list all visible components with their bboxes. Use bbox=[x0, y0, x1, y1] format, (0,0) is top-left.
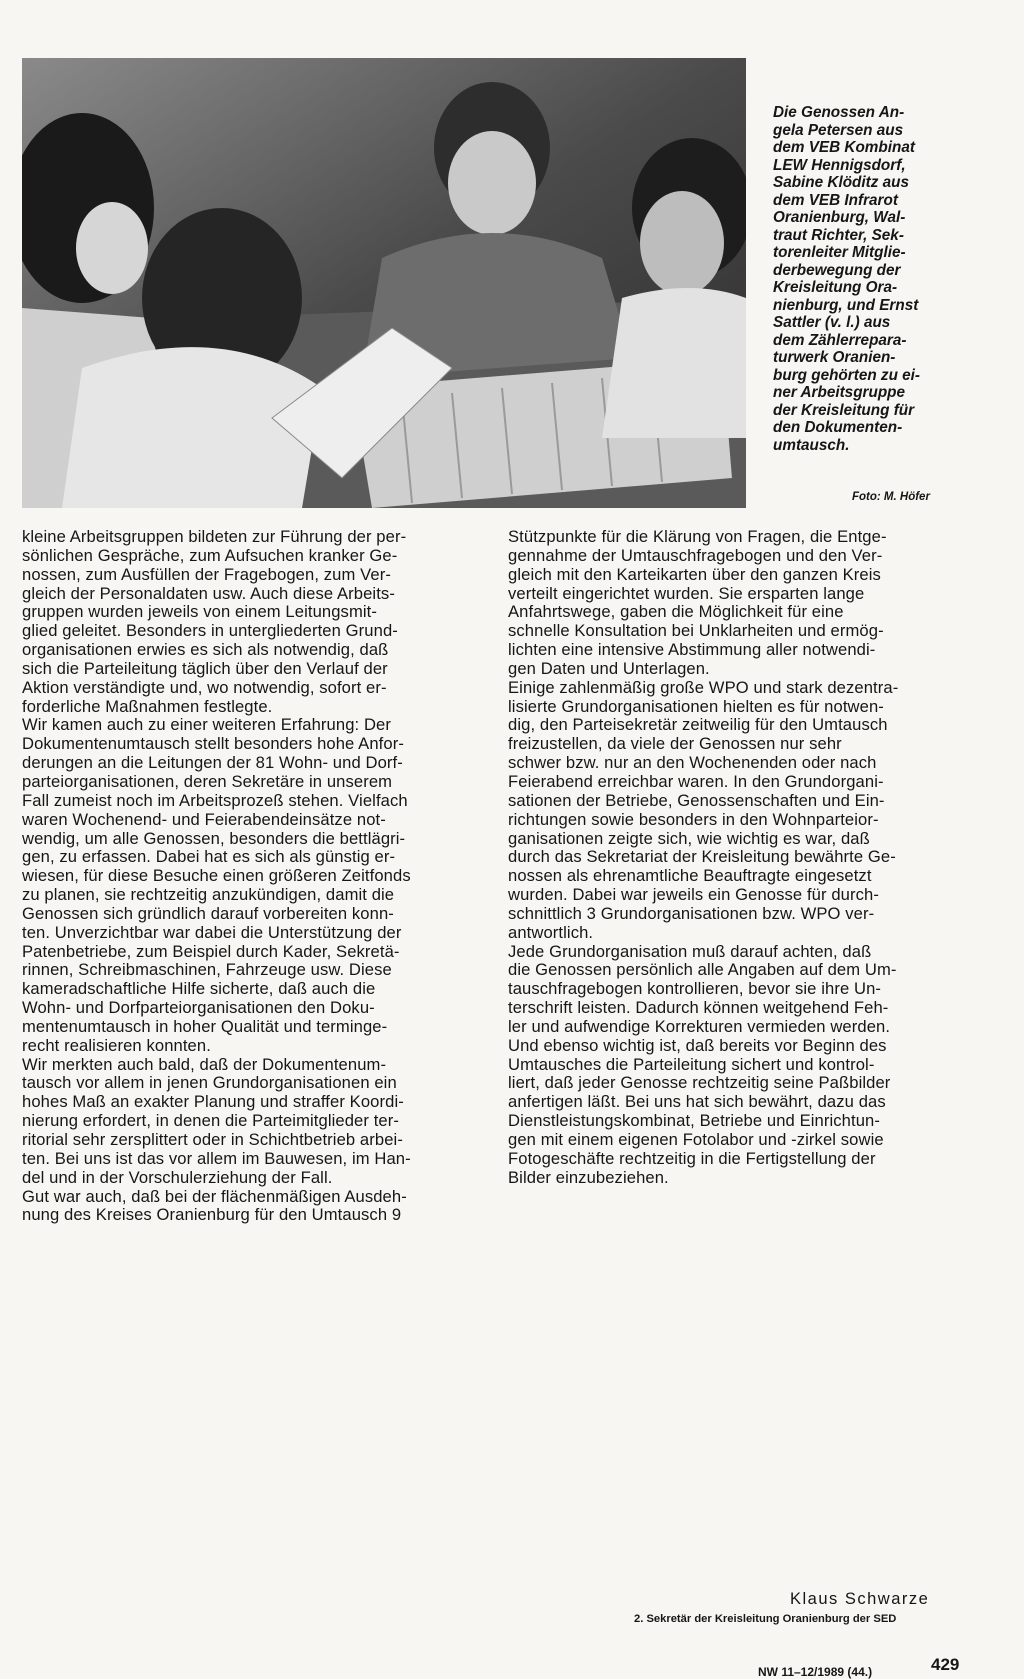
caption-line: Die Genossen An- bbox=[773, 104, 905, 121]
text-line: nossen, zum Ausfüllen der Fragebogen, zum Ver- bbox=[22, 564, 391, 584]
text-line: Fotogeschäfte rechtzeitig in die Fertigstellung der bbox=[508, 1148, 876, 1168]
text-line: Wir kamen auch zu einer weiteren Erfahrung: Der bbox=[22, 715, 392, 735]
text-line: gen Daten und Unterlagen. bbox=[508, 658, 710, 678]
text-line: gruppen wurden jeweils von einem Leitungsmit- bbox=[22, 602, 378, 622]
text-line: gennahme der Umtauschfragebogen und den Ver- bbox=[508, 545, 883, 565]
text-line: freizustellen, da viele der Genossen nur sehr bbox=[508, 734, 842, 754]
text-line: Fall zumeist noch im Arbeitsprozeß stehen. Vielfach bbox=[22, 790, 408, 810]
text-line: lisierte Grundorganisationen hielten es für notwen- bbox=[508, 696, 884, 716]
right-column bbox=[508, 528, 956, 1188]
text-line: ritorial sehr zersplittert oder in Schichtbetrieb arbei- bbox=[22, 1130, 403, 1149]
text-line: Bilder einzubeziehen. bbox=[508, 1167, 669, 1187]
text-line: antwortlich. bbox=[508, 922, 594, 942]
text-line: schnittlich 3 Grundorganisationen bzw. WPO ver- bbox=[508, 903, 875, 923]
text-line: liert, daß jeder Genosse rechtzeitig seine Paßbilder bbox=[508, 1073, 891, 1093]
text-line: Dokumentenumtausch stellt besonders hohe Anfor- bbox=[22, 734, 404, 754]
text-line: schnelle Konsultation bei Unklarheiten und ermög- bbox=[508, 621, 884, 641]
text-line: sationen der Betriebe, Genossenschaften und Ein- bbox=[508, 790, 885, 810]
text-line: Jede Grundorganisation muß darauf achten, daß bbox=[508, 941, 872, 961]
photo-credit: Foto: M. Höfer bbox=[852, 491, 930, 503]
text-line: die Genossen persönlich alle Angaben auf dem Um- bbox=[508, 960, 897, 980]
text-line: verteilt eingerichtet wurden. Sie ersparten lange bbox=[508, 583, 865, 603]
caption-line: gela Petersen aus bbox=[773, 121, 904, 139]
caption-line: dem VEB Kombinat bbox=[773, 139, 915, 156]
text-line: rinnen, Schreibmaschinen, Fahrzeuge usw. Diese bbox=[22, 960, 392, 980]
caption-line: Kreisleitung Ora- bbox=[773, 279, 898, 296]
text-line: Patenbetriebe, zum Beispiel durch Kader, Sekretä- bbox=[22, 941, 400, 961]
caption-line: derbewegung der bbox=[773, 261, 901, 279]
text-line: nierung erfordert, in denen die Parteimitglieder ter- bbox=[22, 1111, 400, 1131]
text-line: terschrift leisten. Dadurch können weitgehend Feh- bbox=[508, 998, 889, 1018]
text-line: tauschfragebogen kontrollieren, bevor sie ihre Un- bbox=[508, 979, 882, 999]
text-line: tausch vor allem in jenen Grundorganisationen ein bbox=[22, 1073, 397, 1093]
text-line: ganisationen zeigte sich, wie wichtig es war, daß bbox=[508, 828, 870, 848]
text-line: gen mit einem eigenen Fotolabor und -zirkel sowie bbox=[508, 1130, 884, 1149]
text-line: mentenumtausch in hoher Qualität und terminge- bbox=[22, 1016, 388, 1036]
text-line: gleich mit den Karteikarten über den ganzen Kreis bbox=[508, 564, 881, 584]
text-line: zu planen, sie rechtzeitig anzukündigen, damit die bbox=[22, 885, 395, 905]
text-line: richtungen sowie besonders in den Wohnparteior- bbox=[508, 809, 879, 829]
text-line: schwer bzw. nur an den Wochenenden oder nach bbox=[508, 753, 877, 773]
text-line: forderliche Maßnahmen festlegte. bbox=[22, 696, 273, 716]
text-line: lichten eine intensive Abstimmung aller notwendi- bbox=[508, 640, 876, 660]
caption-line: nienburg, und Ernst bbox=[773, 296, 919, 314]
text-line: wendig, um alle Genossen, besonders die bettlägri- bbox=[22, 828, 406, 848]
text-line: Stützpunkte für die Klärung von Fragen, die Entge- bbox=[508, 527, 887, 546]
caption-line: umtausch. bbox=[773, 436, 850, 454]
text-line: anfertigen läßt. Bei uns hat sich bewährt, dazu das bbox=[508, 1092, 886, 1112]
text-line: sönlichen Gespräche, zum Aufsuchen kranker Ge- bbox=[22, 545, 398, 565]
text-line: Umtausches die Parteileitung sichert und kontrol- bbox=[508, 1054, 875, 1074]
caption-line: torenleiter Mitglie- bbox=[773, 244, 906, 261]
text-line: ten. Bei uns ist das vor allem im Bauwesen, im Han- bbox=[22, 1148, 411, 1168]
text-line: sich die Parteileitung täglich über den Verlauf der bbox=[22, 658, 388, 678]
article-photo bbox=[22, 58, 746, 508]
text-line: Aktion verständigte und, wo notwendig, sofort er- bbox=[22, 677, 387, 697]
text-line: durch das Sekretariat der Kreisleitung bewährte Ge- bbox=[508, 847, 896, 867]
text-line: Anfahrtswege, gaben die Möglichkeit für eine bbox=[508, 602, 844, 622]
caption-line: traut Richter, Sek- bbox=[773, 226, 904, 244]
author-name: Klaus Schwarze bbox=[790, 1590, 930, 1608]
text-line: wiesen, für diese Besuche einen größeren Zeitfonds bbox=[22, 866, 411, 886]
text-line: dig, den Parteisekretär zeitweilig für den Umtausch bbox=[508, 715, 888, 735]
author-role: 2. Sekretär der Kreisleitung Oranienburg der SED bbox=[634, 1613, 897, 1625]
text-line: parteiorganisationen, deren Sekretäre in unserem bbox=[22, 771, 393, 791]
caption-line: der Kreisleitung für bbox=[773, 401, 915, 419]
caption-line: turwerk Oranien- bbox=[773, 349, 896, 366]
text-line: Wir merkten auch bald, daß der Dokumentenum- bbox=[22, 1054, 387, 1074]
caption-line: Sattler (v. l.) aus bbox=[773, 314, 891, 331]
photo-illustration bbox=[22, 58, 746, 508]
text-line: Und ebenso wichtig ist, daß bereits vor Beginn des bbox=[508, 1035, 887, 1055]
text-line: del und in der Vorschulerziehung der Fall. bbox=[22, 1167, 333, 1187]
text-line: organisationen erwies es sich als notwendig, daß bbox=[22, 640, 389, 660]
text-line: gen, zu erfassen. Dabei hat es sich als günstig er- bbox=[22, 847, 396, 867]
text-line: wurden. Dabei war jeweils ein Genosse für durch- bbox=[508, 885, 879, 905]
text-line: recht realisieren konnten. bbox=[22, 1035, 211, 1055]
caption-line: LEW Hennigsdorf, bbox=[773, 156, 906, 174]
text-line: Feierabend erreichbar waren. In den Grundorgani- bbox=[508, 771, 884, 791]
page-number: 429 bbox=[931, 1655, 960, 1674]
caption-line: Oranienburg, Wal- bbox=[773, 209, 906, 226]
issue-label: NW 11–12/1989 (44.) bbox=[758, 1665, 873, 1679]
text-line: ten. Unverzichtbar war dabei die Unterstützung der bbox=[22, 922, 402, 942]
photo-caption bbox=[773, 104, 973, 454]
left-column bbox=[22, 528, 496, 1225]
text-line: gleich der Personaldaten usw. Auch diese Arbeits- bbox=[22, 583, 395, 603]
text-line: hohes Maß an exakter Planung und straffer Koordi- bbox=[22, 1092, 404, 1112]
caption-line: dem VEB Infrarot bbox=[773, 191, 898, 209]
text-line: kleine Arbeitsgruppen bildeten zur Führung der per- bbox=[22, 527, 407, 546]
text-line: kameradschaftliche Hilfe sicherte, daß auch die bbox=[22, 979, 376, 999]
text-line: Wohn- und Dorfparteiorganisationen den Doku- bbox=[22, 998, 375, 1018]
caption-line: dem Zählerrepara- bbox=[773, 331, 907, 349]
text-line: derungen an die Leitungen der 81 Wohn- und Dorf- bbox=[22, 753, 403, 773]
text-line: Einige zahlenmäßig große WPO und stark dezentra- bbox=[508, 677, 899, 697]
caption-line: ner Arbeitsgruppe bbox=[773, 384, 906, 401]
text-line: Dienstleistungskombinat, Betriebe und Einrichtun- bbox=[508, 1111, 881, 1131]
caption-line: Sabine Klöditz aus bbox=[773, 174, 909, 191]
text-line: Genossen sich gründlich darauf vorbereiten konn- bbox=[22, 903, 394, 923]
caption-line: den Dokumenten- bbox=[773, 419, 903, 436]
text-line: Gut war auch, daß bei der flächenmäßigen Ausdeh- bbox=[22, 1186, 407, 1206]
text-line: ler und aufwendige Korrekturen vermieden werden. bbox=[508, 1016, 891, 1036]
text-line: waren Wochenend- und Feierabendeinsätze not- bbox=[22, 809, 386, 829]
text-line: nung des Kreises Oranienburg für den Umtausch 9 bbox=[22, 1205, 402, 1225]
caption-line: burg gehörten zu ei- bbox=[773, 366, 921, 384]
text-line: nossen als ehrenamtliche Beauftragte eingesetzt bbox=[508, 866, 872, 886]
text-line: glied geleitet. Besonders in untergliederten Grund- bbox=[22, 621, 398, 641]
